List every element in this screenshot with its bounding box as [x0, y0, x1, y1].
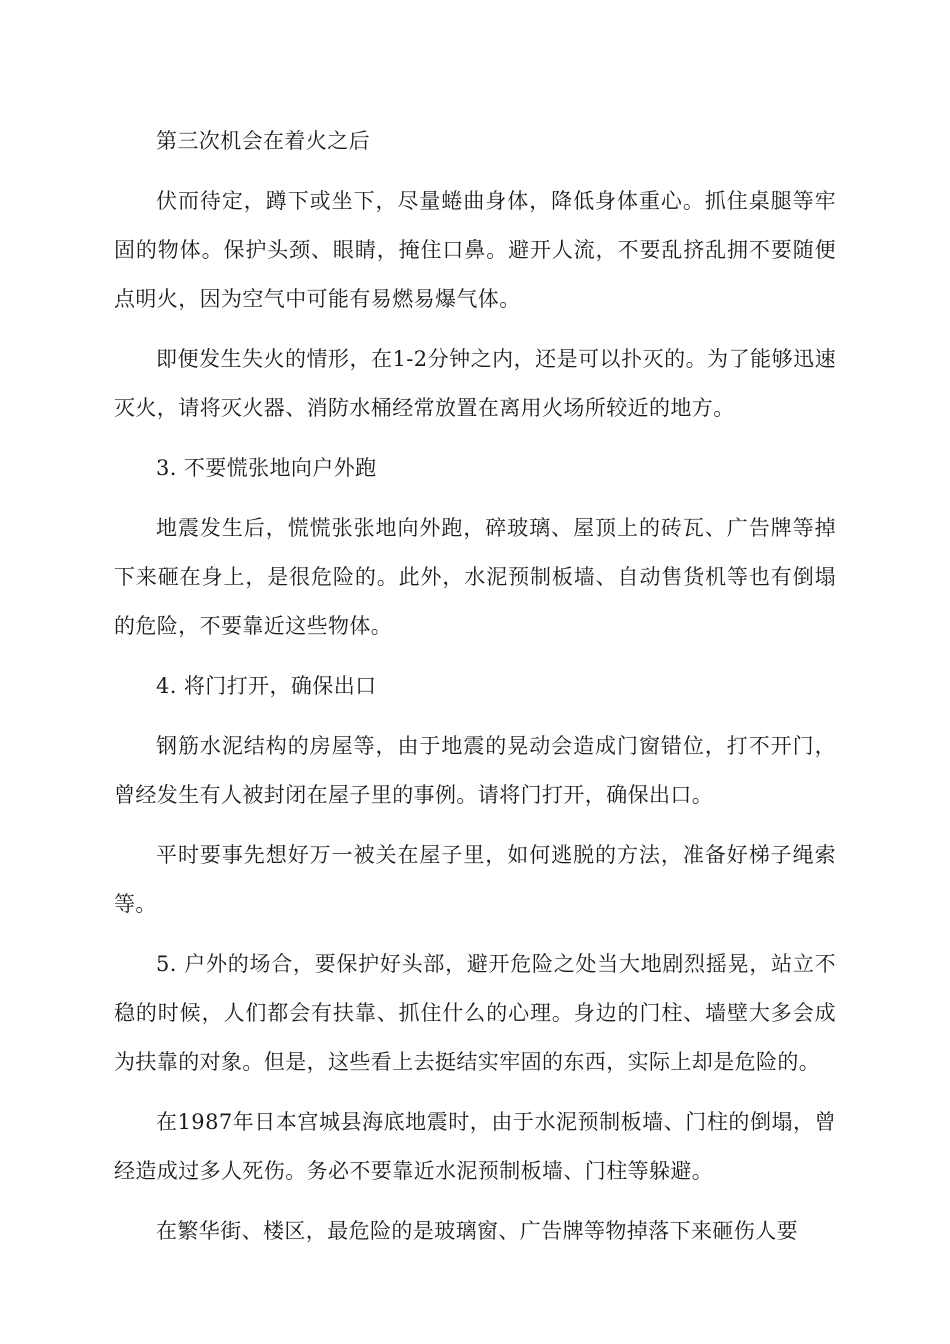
document-body — [114, 117, 836, 1267]
paragraph-heading-4: 4. 将门打开，确保出口 — [156, 674, 377, 698]
paragraph-crouch-protect: 伏而待定，蹲下或坐下，尽量蜷曲身体，降低身体重心。抓住桌腿等牢固的物体。保护头颈、眼睛，掩住口鼻。避开人流，不要乱挤乱拥不要随便点明火，因为空气中可能有易燃易爆气体。 — [114, 189, 836, 311]
paragraph-dont-run-outside: 地震发生后，慌慌张张地向外跑，碎玻璃、屋顶上的砖瓦、广告牌等掉下来砸在身上，是很危险的。此外，水泥预制板墙、自动售货机等也有倒塌的危险，不要靠近这些物体。 — [114, 516, 836, 638]
paragraph-open-door: 钢筋水泥结构的房屋等，由于地震的晃动会造成门窗错位，打不开门，曾经发生有人被封闭在屋子里的事例。请将门打开，确保出口。 — [114, 734, 836, 807]
paragraph-prepare-escape: 平时要事先想好万一被关在屋子里，如何逃脱的方法，准备好梯子绳索等。 — [114, 843, 836, 916]
paragraph-heading-5-outdoor: 5. 户外的场合，要保护好头部，避开危险之处当大地剧烈摇晃，站立不稳的时候，人们都会有扶靠、抓住什么的心理。身边的门柱、墙壁大多会成为扶靠的对象。但是，这些看上去挺结实牢固的东西，实际上却是危险的。 — [114, 952, 836, 1074]
paragraph-extinguish-fire: 即便发生失火的情形，在1-2分钟之内，还是可以扑灭的。为了能够迅速灭火，请将灭火器、消防水桶经常放置在离用火场所较近的地方。 — [114, 347, 836, 420]
paragraph-1987-earthquake: 在1987年日本宫城县海底地震时，由于水泥预制板墙、门柱的倒塌，曾经造成过多人死伤。务必不要靠近水泥预制板墙、门柱等躲避。 — [114, 1110, 836, 1183]
paragraph-heading-third-chance: 第三次机会在着火之后 — [156, 129, 370, 153]
paragraph-heading-3: 3. 不要慌张地向户外跑 — [156, 456, 377, 480]
paragraph-busy-street: 在繁华街、楼区，最危险的是玻璃窗、广告牌等物掉落下来砸伤人要 — [156, 1219, 798, 1243]
